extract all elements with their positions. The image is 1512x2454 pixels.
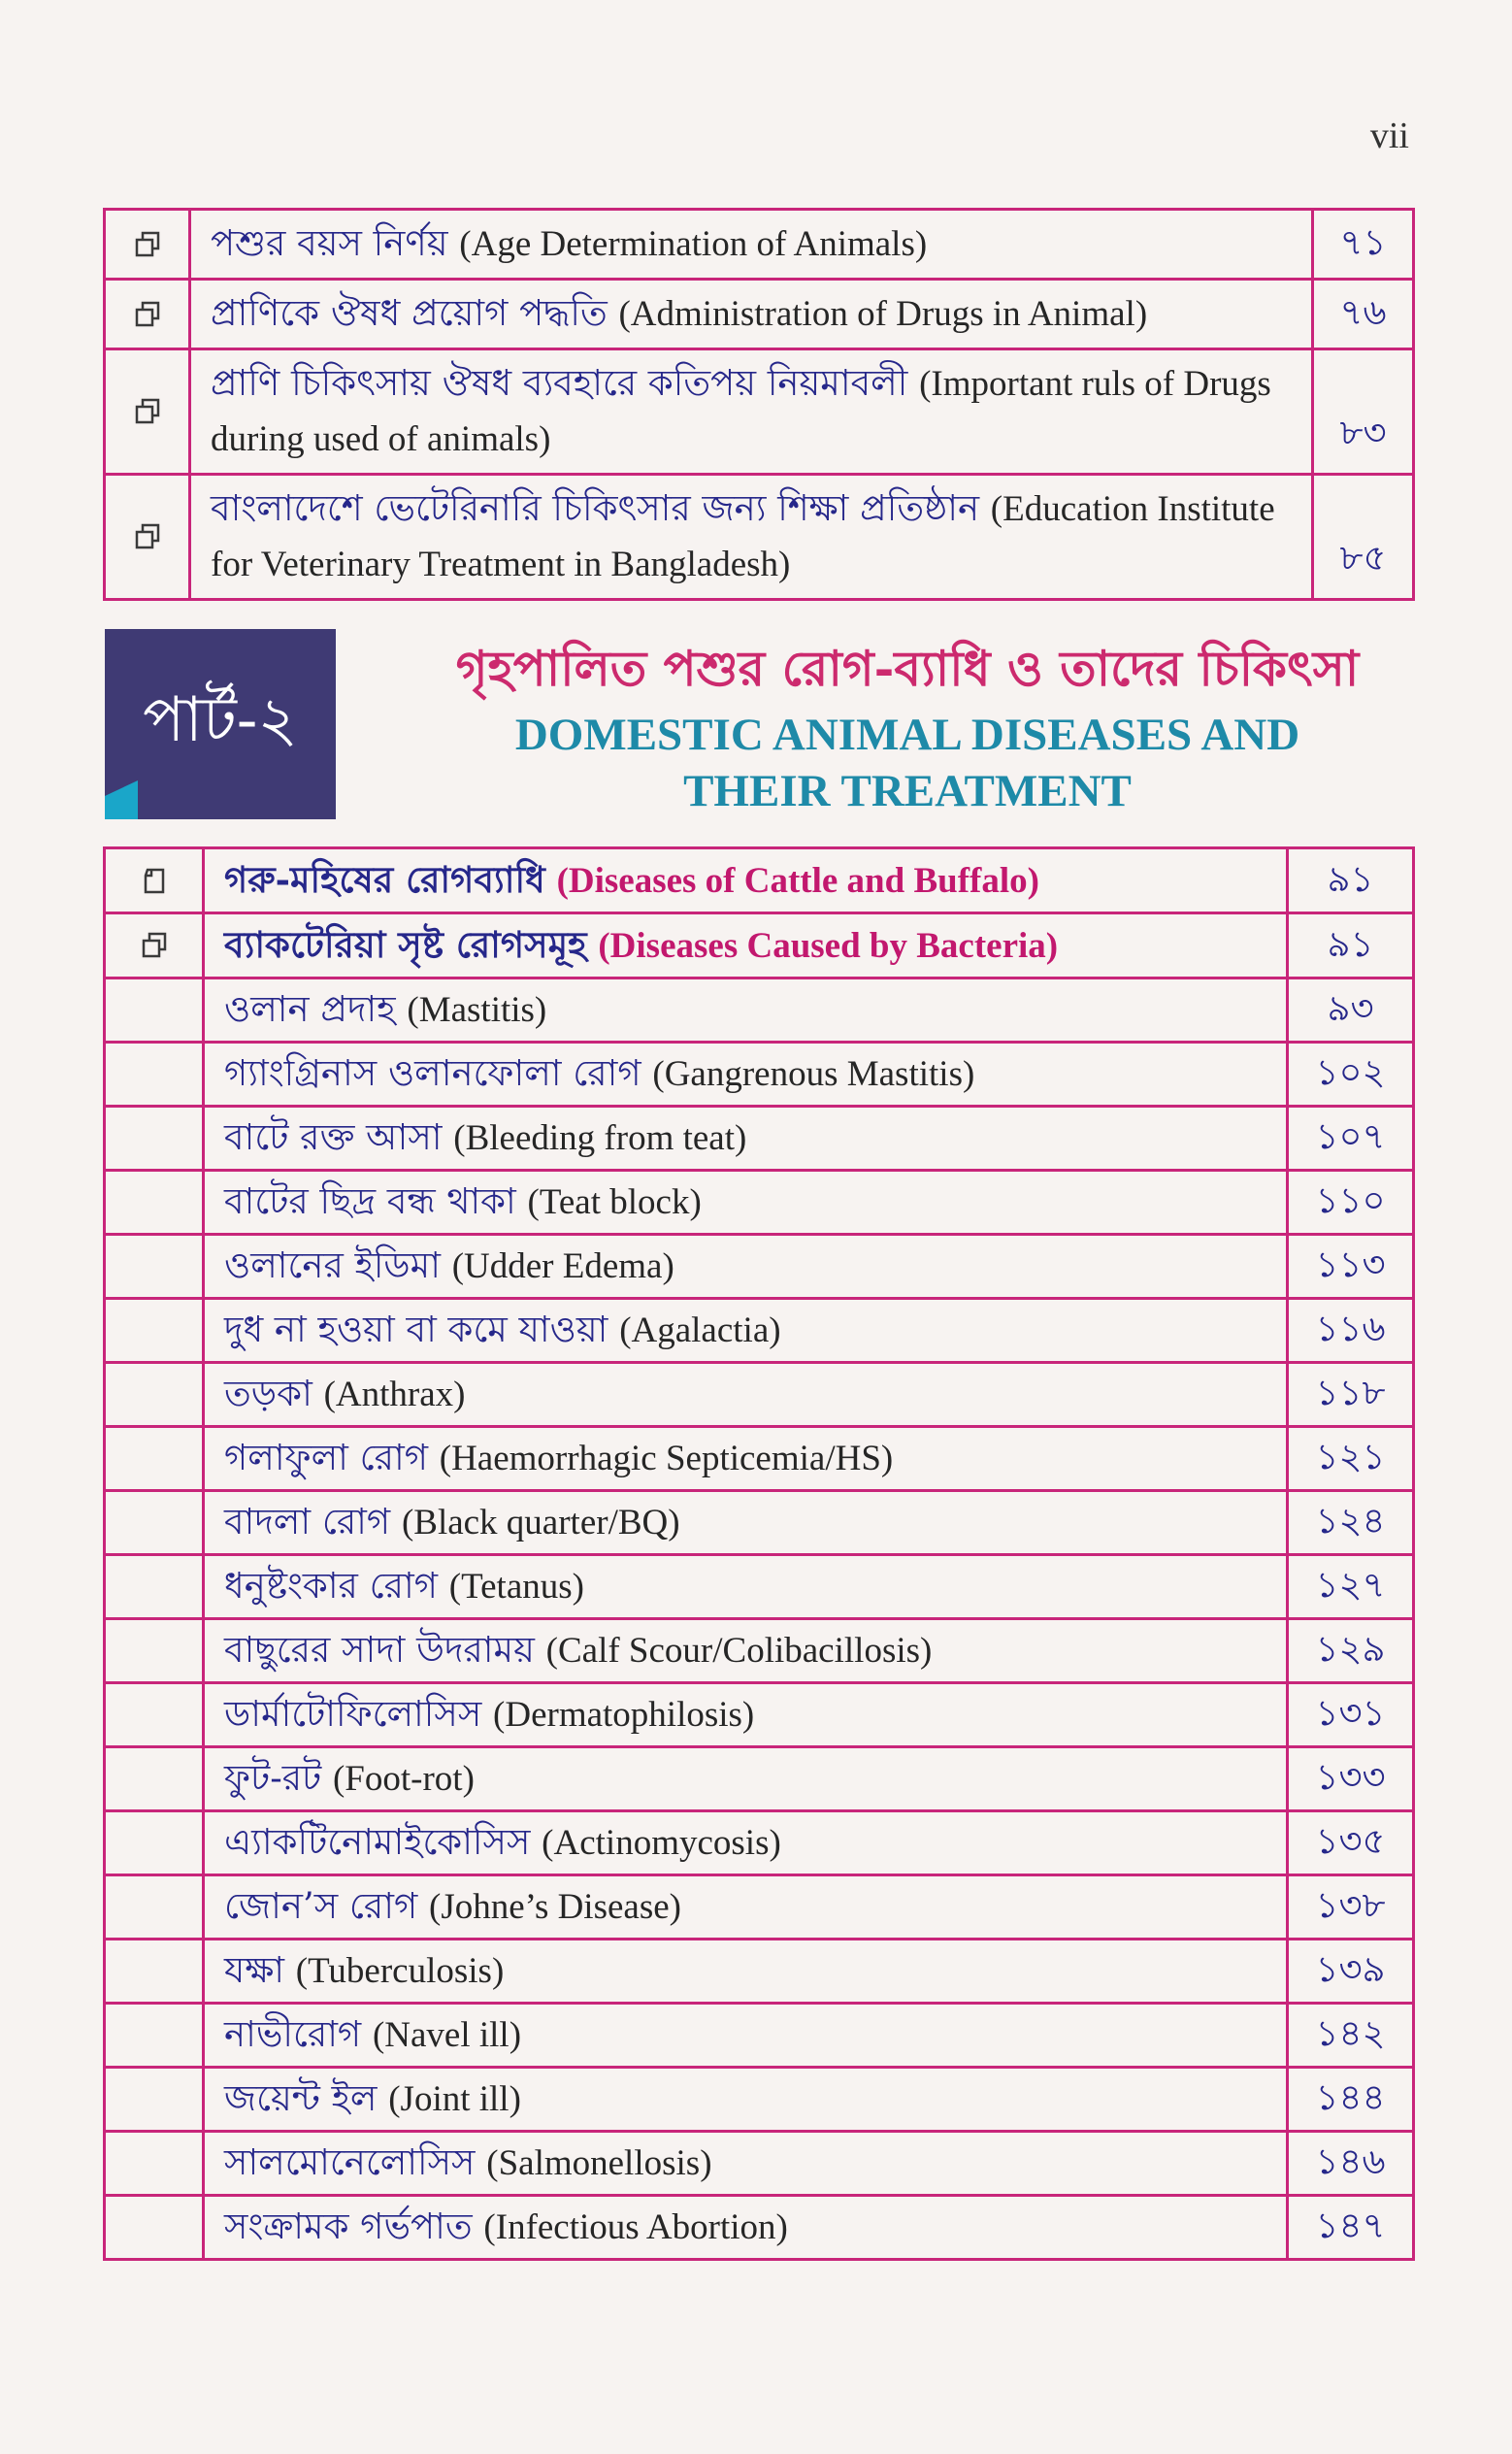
toc-icon-cell — [105, 1235, 204, 1299]
toc-icon-cell — [105, 349, 190, 475]
toc-entry-english: (Tuberculosis) — [295, 1951, 505, 1991]
toc-entry-english: (Tetanus) — [448, 1567, 584, 1607]
toc-entry-english: (Johne’s Disease) — [429, 1887, 681, 1927]
toc-entry — [204, 1940, 1288, 2004]
toc-entry — [190, 280, 1313, 349]
page-number: vii — [1369, 116, 1409, 156]
toc-entry-english: (Diseases Caused by Bacteria) — [598, 926, 1059, 966]
part-title-english-line2: THEIR TREATMENT — [683, 766, 1132, 816]
toc-page-number: ১৩৮ — [1288, 1875, 1414, 1940]
toc-page-number: ১৪২ — [1288, 2004, 1414, 2068]
toc-page-number: ৭৬ — [1313, 280, 1414, 349]
toc-page-number: ১২৪ — [1288, 1491, 1414, 1555]
toc-icon-cell — [105, 1619, 204, 1683]
toc-table-main — [103, 846, 1415, 2261]
toc-page-number: ১০২ — [1288, 1043, 1414, 1107]
toc-page-number: ১১০ — [1288, 1171, 1414, 1235]
toc-row — [105, 913, 1414, 978]
toc-page-number: ১০৭ — [1288, 1107, 1414, 1171]
toc-entry-bengali: এ্যাকটিনোমাইকোসিস — [224, 1821, 531, 1863]
toc-page-number: ১২৯ — [1288, 1619, 1414, 1683]
toc-row — [105, 1940, 1414, 2004]
toc-entry-english: (Age Determination of Animals) — [459, 224, 928, 264]
part-title-english — [417, 707, 1397, 819]
toc-entry — [204, 1363, 1288, 1427]
toc-entry-english: (Haemorrhagic Septicemia/HS) — [439, 1439, 894, 1478]
toc-page-number: ১৪৪ — [1288, 2068, 1414, 2132]
toc-entry-english: (Administration of Drugs in Animal) — [618, 294, 1148, 334]
toc-row — [105, 2004, 1414, 2068]
toc-entry-bengali: তড়কা — [224, 1373, 312, 1414]
toc-entry — [204, 1811, 1288, 1875]
toc-icon-cell — [105, 1427, 204, 1491]
toc-entry-bengali: সংক্রামক গর্ভপাত — [224, 2205, 473, 2247]
toc-entry-bengali: ফুট-রট — [224, 1757, 322, 1799]
toc-entry-bengali: গ্যাংগ্রিনাস ওলানফোলা রোগ — [224, 1052, 641, 1094]
toc-icon-cell — [105, 1555, 204, 1619]
toc-row — [105, 1235, 1414, 1299]
toc-icon-cell — [105, 1811, 204, 1875]
toc-entry-bengali: দুধ না হওয়া বা কমে যাওয়া — [224, 1309, 608, 1350]
toc-row — [105, 2196, 1414, 2260]
toc-page-number: ৯১ — [1288, 913, 1414, 978]
toc-entry — [204, 848, 1288, 913]
toc-row — [105, 1299, 1414, 1363]
toc-entry-bengali: জোন’স রোগ — [224, 1885, 418, 1927]
toc-row — [105, 280, 1414, 349]
toc-entry-bengali: ওলানের ইডিমা — [224, 1244, 441, 1286]
toc-row — [105, 475, 1414, 600]
toc-icon-cell — [105, 1299, 204, 1363]
toc-entry-english: (Black quarter/BQ) — [401, 1503, 680, 1542]
toc-row — [105, 1171, 1414, 1235]
part-label: পার্ট-২ — [142, 683, 299, 756]
toc-page-number: ১৪৭ — [1288, 2196, 1414, 2260]
toc-entry-bengali: নাভীরোগ — [224, 2013, 362, 2055]
toc-row — [105, 349, 1414, 475]
toc-row — [105, 2068, 1414, 2132]
toc-icon-cell — [105, 978, 204, 1043]
toc-entry — [204, 1299, 1288, 1363]
toc-entry-english: (Actinomycosis) — [542, 1823, 781, 1863]
toc-icon-cell — [105, 913, 204, 978]
toc-page-number: ১২১ — [1288, 1427, 1414, 1491]
toc-entry-english: (Salmonellosis) — [486, 2143, 712, 2183]
toc-entry-bengali: বাংলাদেশে ভেটেরিনারি চিকিৎসার জন্য শিক্ষা প্রতিষ্ঠান — [211, 487, 980, 529]
toc-row — [105, 1811, 1414, 1875]
toc-icon-cell — [105, 1875, 204, 1940]
toc-entry — [204, 1107, 1288, 1171]
toc-row — [105, 1555, 1414, 1619]
copy-icon — [133, 230, 162, 259]
toc-icon-cell — [105, 1107, 204, 1171]
toc-row — [105, 1683, 1414, 1747]
toc-entry — [204, 1747, 1288, 1811]
toc-icon-cell — [105, 210, 190, 280]
toc-entry — [204, 2004, 1288, 2068]
toc-icon-cell — [105, 2196, 204, 2260]
toc-entry-bengali: প্রাণিকে ঔষধ প্রয়োগ পদ্ধতি — [211, 292, 608, 334]
toc-entry-english: (Bleeding from teat) — [453, 1118, 747, 1158]
toc-entry-english: (Education Institute for Veterinary Treatment in Bangladesh) — [211, 489, 1275, 584]
toc-entry-bengali: ধনুষ্টংকার রোগ — [224, 1565, 439, 1607]
toc-entry — [204, 978, 1288, 1043]
toc-entry-english: (Joint ill) — [388, 2079, 521, 2119]
toc-entry-bengali: পশুর বয়স নির্ণয় — [211, 222, 448, 264]
toc-entry-bengali: বাটের ছিদ্র বন্ধ থাকা — [224, 1180, 516, 1222]
toc-page-number: ৯৩ — [1288, 978, 1414, 1043]
toc-icon-cell — [105, 1491, 204, 1555]
copy-icon — [140, 931, 169, 960]
part-tab-decoration — [105, 780, 138, 819]
toc-icon-cell — [105, 1747, 204, 1811]
toc-icon-cell — [105, 280, 190, 349]
toc-icon-cell — [105, 475, 190, 600]
part-title-english-line1: DOMESTIC ANIMAL DISEASES AND — [514, 710, 1300, 760]
toc-entry — [204, 2068, 1288, 2132]
toc-entry-bengali: জয়েন্ট ইল — [224, 2077, 378, 2119]
toc-entry-english: (Important ruls of Drugs during used of animals) — [211, 364, 1271, 459]
toc-entry — [204, 1171, 1288, 1235]
toc-entry — [204, 1043, 1288, 1107]
toc-entry — [190, 210, 1313, 280]
toc-entry — [204, 1683, 1288, 1747]
toc-row — [105, 1107, 1414, 1171]
toc-entry-bengali: ব্যাকটেরিয়া সৃষ্ট রোগসমূহ — [224, 923, 587, 966]
toc-page-number: ১৩৩ — [1288, 1747, 1414, 1811]
toc-page-number: ১৩৫ — [1288, 1811, 1414, 1875]
toc-row — [105, 1491, 1414, 1555]
toc-icon-cell — [105, 1363, 204, 1427]
toc-entry-english: (Diseases of Cattle and Buffalo) — [556, 861, 1039, 901]
toc-entry-english: (Dermatophilosis) — [493, 1695, 755, 1735]
toc-entry — [190, 475, 1313, 600]
toc-entry — [204, 913, 1288, 978]
toc-row — [105, 1043, 1414, 1107]
toc-entry-english: (Teat block) — [527, 1182, 702, 1222]
toc-entry — [204, 1235, 1288, 1299]
toc-row — [105, 1875, 1414, 1940]
copy-icon — [133, 397, 162, 426]
toc-entry — [190, 349, 1313, 475]
part-title-bengali: গৃহপালিত পশুর রোগ-ব্যাধি ও তাদের চিকিৎসা — [455, 640, 1360, 697]
toc-page-number: ১৩১ — [1288, 1683, 1414, 1747]
toc-icon-cell — [105, 2068, 204, 2132]
toc-entry-bengali: গরু-মহিষের রোগব্যাধি — [224, 858, 545, 901]
toc-entry-english: (Infectious Abortion) — [483, 2207, 788, 2247]
toc-entry — [204, 1875, 1288, 1940]
toc-row — [105, 2132, 1414, 2196]
toc-entry-english: (Agalactia) — [619, 1310, 781, 1350]
toc-page-number: ১১৩ — [1288, 1235, 1414, 1299]
toc-icon-cell — [105, 848, 204, 913]
toc-icon-cell — [105, 2132, 204, 2196]
toc-page-number: ৮৫ — [1313, 475, 1414, 600]
part-label-box — [105, 629, 336, 819]
toc-row — [105, 1747, 1414, 1811]
toc-icon-cell — [105, 1940, 204, 2004]
toc-entry-english: (Udder Edema) — [451, 1246, 674, 1286]
toc-entry-bengali: ওলান প্রদাহ — [224, 988, 396, 1030]
toc-page-number: ৮৩ — [1313, 349, 1414, 475]
toc-entry — [204, 2196, 1288, 2260]
toc-entry-bengali: প্রাণি চিকিৎসায় ঔষধ ব্যবহারে কতিপয় নিয়মাবলী — [211, 362, 908, 404]
toc-page-number: ১১৬ — [1288, 1299, 1414, 1363]
toc-row — [105, 1619, 1414, 1683]
toc-entry-bengali: বাছুরের সাদা উদরাময় — [224, 1629, 535, 1671]
toc-entry-english: (Calf Scour/Colibacillosis) — [545, 1631, 933, 1671]
toc-row — [105, 210, 1414, 280]
toc-entry-english: (Gangrenous Mastitis) — [652, 1054, 975, 1094]
toc-page-number: ১২৭ — [1288, 1555, 1414, 1619]
copy-icon — [133, 522, 162, 551]
toc-icon-cell — [105, 2004, 204, 2068]
toc-entry-bengali: বাটে রক্ত আসা — [224, 1116, 443, 1158]
toc-page-number: ১৪৬ — [1288, 2132, 1414, 2196]
toc-entry — [204, 2132, 1288, 2196]
toc-row — [105, 978, 1414, 1043]
toc-page-number: ১১৮ — [1288, 1363, 1414, 1427]
toc-row — [105, 848, 1414, 913]
toc-table-top — [103, 208, 1415, 601]
toc-page-number: ১৩৯ — [1288, 1940, 1414, 2004]
toc-page-number: ৯১ — [1288, 848, 1414, 913]
toc-icon-cell — [105, 1171, 204, 1235]
toc-entry-bengali: গলাফুলা রোগ — [224, 1437, 428, 1478]
toc-icon-cell — [105, 1043, 204, 1107]
toc-entry-english: (Anthrax) — [323, 1375, 466, 1414]
toc-entry — [204, 1491, 1288, 1555]
toc-entry-bengali: ডার্মাটোফিলোসিস — [224, 1693, 482, 1735]
toc-page-number: ৭১ — [1313, 210, 1414, 280]
toc-entry-english: (Navel ill) — [372, 2015, 522, 2055]
toc-icon-cell — [105, 1683, 204, 1747]
toc-entry — [204, 1619, 1288, 1683]
toc-entry-bengali: যক্ষা — [224, 1949, 285, 1991]
toc-entry — [204, 1555, 1288, 1619]
copy-icon — [133, 300, 162, 329]
toc-entry — [204, 1427, 1288, 1491]
toc-entry-english: (Foot-rot) — [332, 1759, 475, 1799]
page-icon — [140, 866, 169, 895]
toc-entry-bengali: বাদলা রোগ — [224, 1501, 391, 1542]
toc-entry-english: (Mastitis) — [407, 990, 547, 1030]
toc-entry-bengali: সালমোনেলোসিস — [224, 2141, 476, 2183]
toc-row — [105, 1427, 1414, 1491]
toc-row — [105, 1363, 1414, 1427]
